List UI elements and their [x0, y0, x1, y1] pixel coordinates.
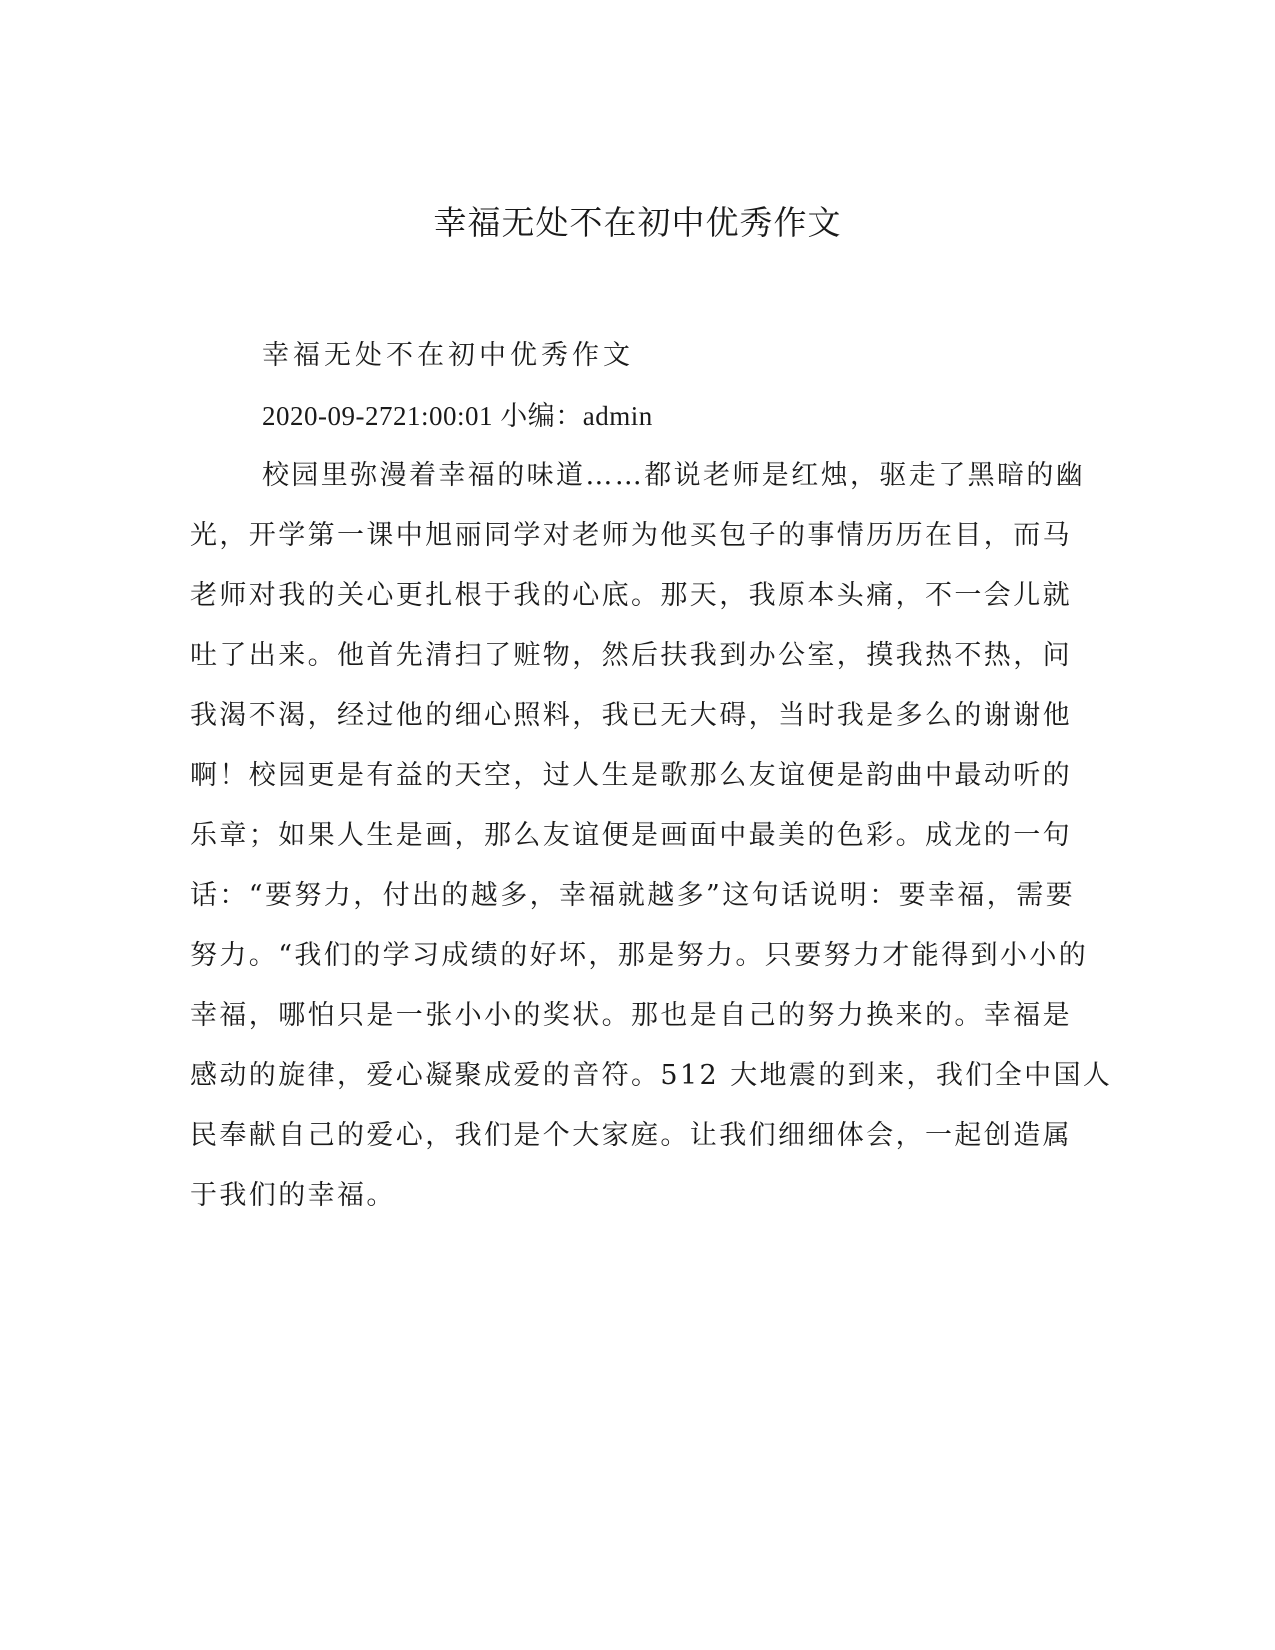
body-line: 话：“要努力，付出的越多，幸福就越多”这句话说明：要幸福，需要 [190, 880, 1076, 911]
article-meta: 2020-09-2721:00:01 小编：admin [262, 401, 653, 431]
body-line: 我渴不渴，经过他的细心照料，我已无大碍，当时我是多么的谢谢他 [190, 700, 1072, 731]
body-line: 吐了出来。他首先清扫了赃物，然后扶我到办公室，摸我热不热，问 [190, 640, 1072, 671]
body-line: 啊！校园更是有益的天空，过人生是歌那么友谊便是韵曲中最动听的 [190, 760, 1072, 791]
body-line: 乐章；如果人生是画，那么友谊便是画面中最美的色彩。成龙的一句 [190, 820, 1072, 851]
document-body [190, 326, 1113, 1226]
body-line: 于我们的幸福。 [190, 1180, 396, 1211]
body-line: 校园里弥漫着幸福的味道……都说老师是红烛，驱走了黑暗的幽 [262, 460, 1086, 491]
article-subtitle: 幸福无处不在初中优秀作文 [262, 340, 634, 371]
body-line: 努力。“我们的学习成绩的好坏，那是努力。只要努力才能得到小小的 [190, 940, 1089, 971]
body-line: 老师对我的关心更扎根于我的心底。那天，我原本头痛，不一会儿就 [190, 580, 1072, 611]
body-line: 幸福，哪怕只是一张小小的奖状。那也是自己的努力换来的。幸福是 [190, 1000, 1072, 1031]
body-line: 光，开学第一课中旭丽同学对老师为他买包子的事情历历在目，而马 [190, 520, 1072, 551]
document-title: 幸福无处不在初中优秀作文 [433, 203, 842, 242]
body-line: 民奉献自己的爱心，我们是个大家庭。让我们细细体会，一起创造属 [190, 1120, 1072, 1151]
body-line: 感动的旋律，爱心凝聚成爱的音符。512 大地震的到来，我们全中国人 [190, 1060, 1113, 1091]
